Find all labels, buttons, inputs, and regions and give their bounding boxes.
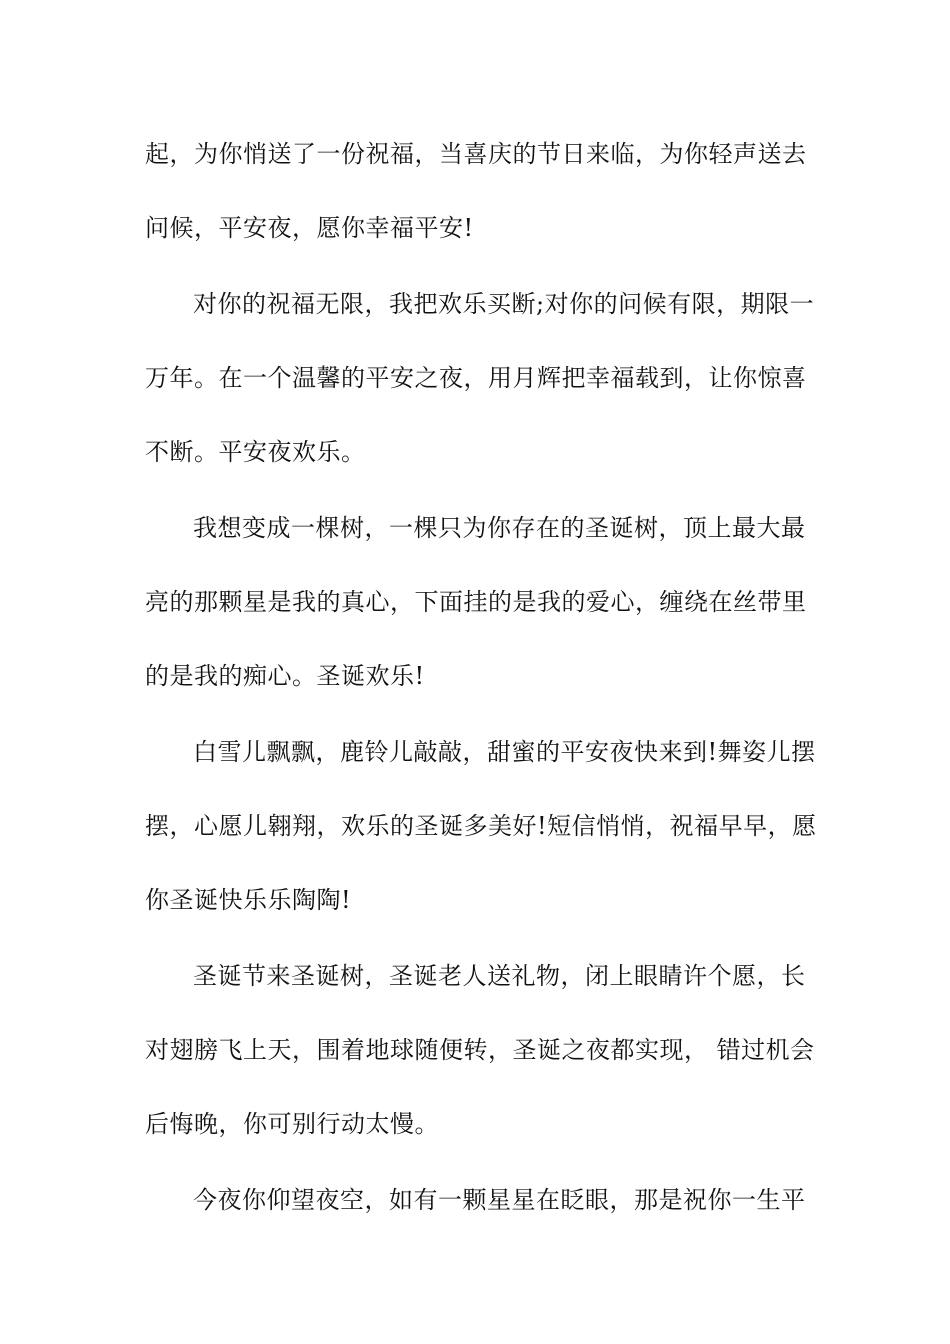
text-line: 你圣诞快乐乐陶陶!: [145, 886, 352, 914]
paragraph-first-line: 对你的祝福无限，我把欢乐买断;对你的问候有限，期限一: [193, 290, 815, 318]
paragraph-first-line: 我想变成一棵树，一棵只为你存在的圣诞树，顶上最大最: [193, 514, 806, 542]
text-line: 万年。在一个温馨的平安之夜，用月辉把幸福载到，让你惊喜: [145, 364, 807, 392]
text-line: 的是我的痴心。圣诞欢乐!: [145, 662, 425, 690]
paragraph-first-line: 今夜你仰望夜空，如有一颗星星在眨眼，那是祝你一生平: [193, 1186, 806, 1214]
text-line: 摆，心愿儿翱翔，欢乐的圣诞多美好!短信悄悄，祝福早早，愿: [145, 812, 817, 840]
text-line: 亮的那颗星是我的真心，下面挂的是我的爱心，缠绕在丝带里: [145, 588, 807, 616]
text-line: 对翅膀飞上天，围着地球随便转，圣诞之夜都实现， 错过机会: [145, 1036, 815, 1064]
text-line: 问候，平安夜，愿你幸福平安!: [145, 214, 474, 242]
paragraph-first-line: 圣诞节来圣诞树，圣诞老人送礼物，闭上眼睛许个愿，长: [193, 962, 806, 990]
text-line: 不断。平安夜欢乐。: [145, 438, 366, 466]
text-line: 起，为你悄送了一份祝福，当喜庆的节日来临，为你轻声送去: [145, 140, 807, 168]
paragraph-first-line: 白雪儿飘飘，鹿铃儿敲敲，甜蜜的平安夜快来到!舞姿儿摆: [193, 738, 816, 766]
text-line: 后悔晚，你可别行动太慢。: [145, 1110, 439, 1138]
